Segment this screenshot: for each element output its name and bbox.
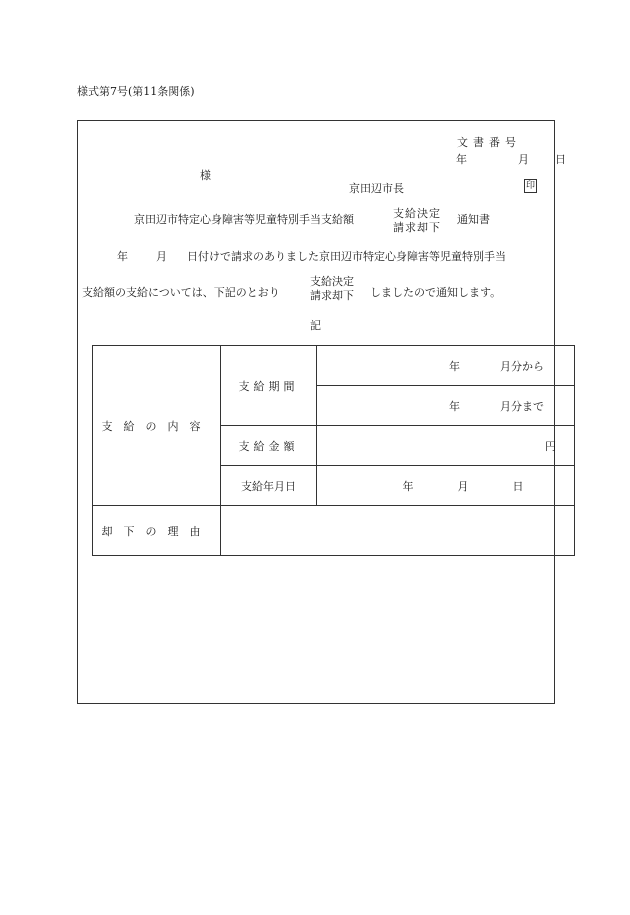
period-from-cell[interactable] — [317, 346, 575, 386]
amount-cell[interactable] — [317, 426, 575, 466]
paydate-month: 月 — [457, 479, 469, 493]
issuer-name: 京田辺市長 — [349, 182, 404, 195]
details-table — [92, 345, 575, 556]
notice-title: 京田辺市特定心身障害等児童特別手当支給額 — [134, 213, 354, 226]
body-line1-text: 日付けで請求のありました京田辺市特定心身障害等児童特別手当 — [187, 250, 506, 263]
body-line-2-end: しましたので通知します。 — [370, 286, 502, 299]
period-to-cell[interactable] — [317, 386, 575, 426]
period-to-month: 月分まで — [500, 399, 544, 413]
addressee-suffix: 様 — [200, 169, 211, 182]
header-date-month: 月 — [518, 153, 529, 166]
reject-header: 却下の理由 — [93, 506, 221, 556]
amount-label: 支給金額 — [221, 426, 317, 466]
body-year: 年 — [117, 250, 128, 263]
body-month: 月 — [156, 250, 167, 263]
content-header: 支給の内容 — [93, 346, 221, 506]
period-to-year: 年 — [449, 399, 460, 413]
document-number-label: 文書番号 — [457, 136, 521, 149]
period-from-month: 月分から — [500, 359, 544, 373]
seal-mark: 印 — [525, 181, 535, 191]
title-decision-options — [393, 207, 441, 235]
paydate-year: 年 — [402, 479, 414, 493]
title-option-decision: 支給決定 — [393, 207, 441, 220]
paydate-day: 日 — [512, 479, 524, 493]
body-decision-options — [310, 275, 354, 303]
period-label: 支給期間 — [221, 346, 317, 426]
body-option-reject: 請求却下 — [310, 289, 354, 302]
header-date-day: 日 — [555, 153, 566, 166]
form-number-label: 様式第7号(第11条関係) — [77, 85, 195, 98]
paydate-cell[interactable] — [317, 466, 575, 506]
title-option-reject: 請求却下 — [393, 221, 441, 234]
ki-heading: 記 — [310, 319, 321, 332]
reject-reason-cell[interactable] — [221, 506, 575, 556]
header-date — [456, 154, 566, 165]
body-line-2-start: 支給額の支給については、下記のとおり — [82, 286, 280, 299]
header-date-year: 年 — [456, 153, 467, 166]
amount-unit: 円 — [545, 439, 556, 453]
paydate-label: 支給年月日 — [221, 466, 317, 506]
title-suffix: 通知書 — [457, 213, 490, 226]
body-option-decision: 支給決定 — [310, 275, 354, 288]
body-line-1 — [117, 251, 506, 262]
period-from-year: 年 — [449, 359, 460, 373]
